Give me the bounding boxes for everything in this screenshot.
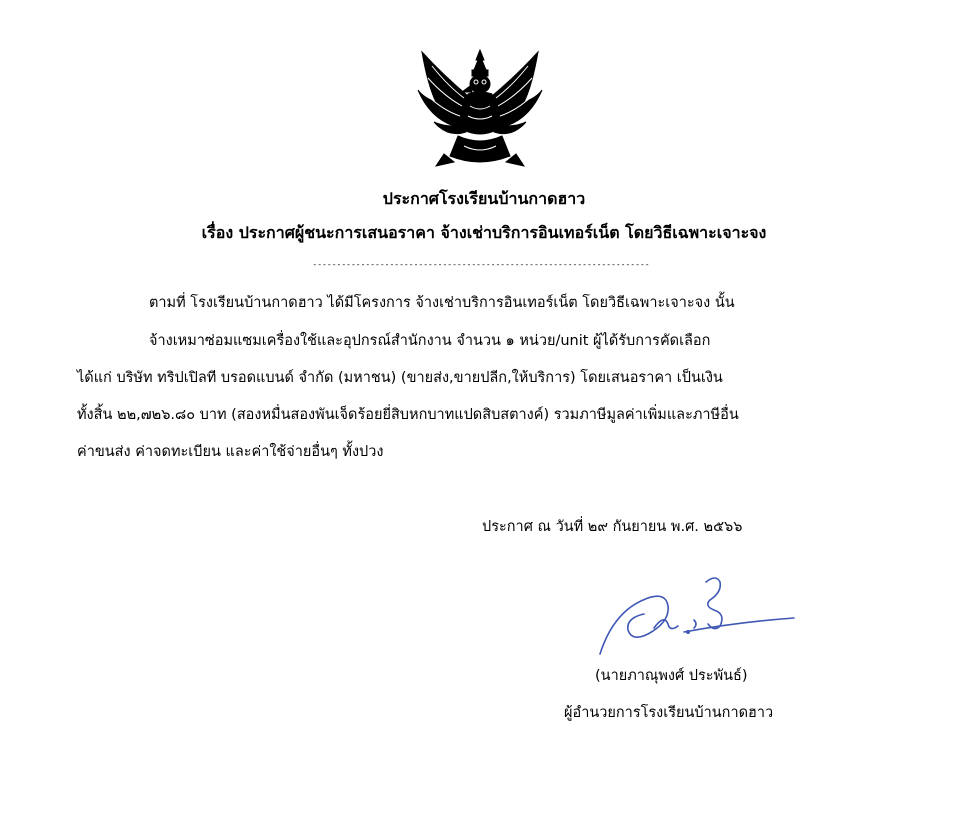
announcement-subject: เรื่อง ประกาศผู้ชนะการเสนอราคา จ้างเช่าบริการอินเทอร์เน็ต โดยวิธีเฉพาะเจาะจง (201, 223, 767, 242)
body-line: ทั้งสิ้น ๒๒,๗๒๖.๘๐ บาท (สองหมื่นสองพันเจ็ดร้อยยี่สิบหกบาทแปดสิบสตางค์) รวมภาษีมูลค่าเพิ่มและภาษีอื่น (77, 407, 739, 423)
signer-title: ผู้อำนวยการโรงเรียนบ้านกาดฮาว (564, 705, 774, 721)
announcement-title: ประกาศโรงเรียนบ้านกาดฮาว (382, 189, 586, 208)
announcement-date: ประกาศ ณ วันที่ ๒๙ กันยายน พ.ศ. ๒๕๖๖ (482, 519, 743, 535)
signer-name: (นายภาณุพงศ์ ประพันธ์) (595, 668, 748, 684)
garuda-emblem-icon (414, 46, 546, 170)
body-line: จ้างเหมาซ่อมแซมเครื่องใช้และอุปกรณ์สำนักงาน จำนวน ๑ หน่วย/unit ผู้ได้รับการคัดเลือก (149, 333, 711, 349)
handwritten-signature (588, 570, 798, 662)
body-line: ค่าขนส่ง ค่าจดทะเบียน และค่าใช้จ่ายอื่นๆ ทั้งปวง (77, 444, 384, 460)
body-line: ตามที่ โรงเรียนบ้านกาดฮาว ได้มีโครงการ จ้างเช่าบริการอินเทอร์เน็ต โดยวิธีเฉพาะเจาะจง นั้น (149, 295, 735, 311)
body-line: ได้แก่ บริษัท ทริปเปิลที บรอดแบนด์ จำกัด (มหาชน) (ขายส่ง,ขายปลีก,ให้บริการ) โดยเสนอราคา เป็นเงิน (77, 370, 723, 386)
dashed-divider: ---------------------------------------------------------------------- (312, 260, 650, 269)
